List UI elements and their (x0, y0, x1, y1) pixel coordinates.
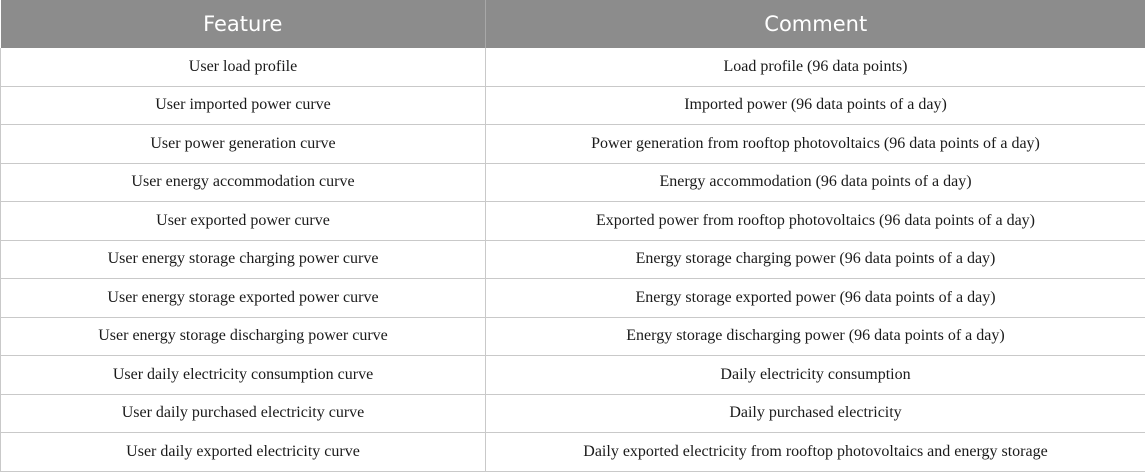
feature-cell: User imported power curve (1, 86, 486, 125)
comment-cell: Daily purchased electricity (486, 394, 1145, 433)
feature-cell: User daily exported electricity curve (1, 433, 486, 472)
feature-cell: User exported power curve (1, 202, 486, 241)
header-feature: Feature (1, 0, 486, 48)
comment-cell: Power generation from rooftop photovoltaics (96 data points of a day) (486, 125, 1145, 164)
feature-cell: User daily purchased electricity curve (1, 394, 486, 433)
feature-cell: User energy storage exported power curve (1, 279, 486, 318)
feature-cell: User load profile (1, 48, 486, 86)
feature-cell: User energy storage discharging power curve (1, 317, 486, 356)
table-row (1, 356, 1145, 395)
comment-cell: Energy storage charging power (96 data points of a day) (486, 240, 1145, 279)
header-row (1, 0, 1145, 48)
table-row (1, 202, 1145, 241)
table-header (1, 0, 1145, 48)
header-comment: Comment (486, 0, 1145, 48)
feature-cell: User energy accommodation curve (1, 163, 486, 202)
table-row (1, 163, 1145, 202)
comment-cell: Energy accommodation (96 data points of a day) (486, 163, 1145, 202)
comment-cell: Load profile (96 data points) (486, 48, 1145, 86)
comment-cell: Daily electricity consumption (486, 356, 1145, 395)
comment-cell: Imported power (96 data points of a day) (486, 86, 1145, 125)
table-row (1, 48, 1145, 86)
table-body (1, 48, 1145, 471)
comment-cell: Energy storage discharging power (96 data points of a day) (486, 317, 1145, 356)
table-row (1, 317, 1145, 356)
table-row (1, 394, 1145, 433)
comment-cell: Daily exported electricity from rooftop photovoltaics and energy storage (486, 433, 1145, 472)
comment-cell: Energy storage exported power (96 data points of a day) (486, 279, 1145, 318)
table-row (1, 125, 1145, 164)
table-row (1, 433, 1145, 472)
table-row (1, 279, 1145, 318)
feature-cell: User daily electricity consumption curve (1, 356, 486, 395)
feature-cell: User power generation curve (1, 125, 486, 164)
feature-cell: User energy storage charging power curve (1, 240, 486, 279)
comment-cell: Exported power from rooftop photovoltaics (96 data points of a day) (486, 202, 1145, 241)
table-row (1, 240, 1145, 279)
table-row (1, 86, 1145, 125)
